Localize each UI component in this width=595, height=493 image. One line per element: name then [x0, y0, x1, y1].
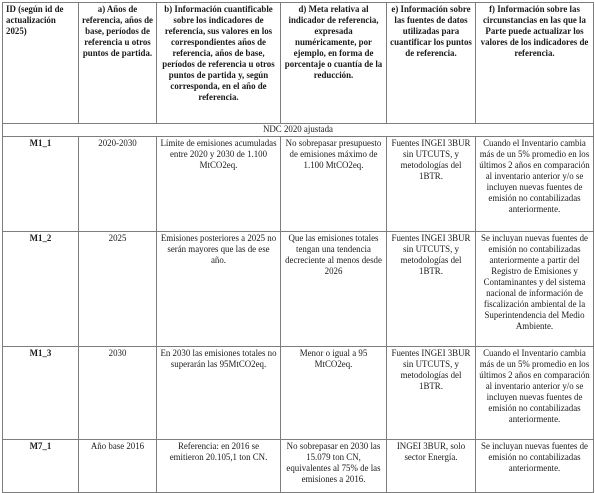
cell-d: No sobrepasar en 2030 las 15.079 ton CN, equivalentes al 75% de las emisiones a 2016. [281, 440, 387, 493]
header-b-quantifiable-info: b) Información cuantificable sobre los indicadores de referencia, sus valores en los correspondientes años de referencia, años de base, períodos de referencia u otros puntos de partida y, según corresponda, en el año de referencia. [157, 3, 281, 124]
cell-b: Emisiones posteriores a 2025 no serán mayores que las de ese año. [157, 232, 281, 347]
header-id: ID (según id de actualización 2025) [3, 3, 79, 124]
header-a-reference-years: a) Años de referencia, años de base, períodos de referencia u otros puntos de partida. [79, 3, 157, 124]
cell-a: Año base 2016 [79, 440, 157, 493]
cell-b: En 2030 las emisiones totales no superarán las 95MtCO2eq. [157, 347, 281, 440]
cell-b: Límite de emisiones acumuladas entre 2020 y 2030 de 1.100 MtCO2eq. [157, 137, 281, 232]
cell-d: Que las emisiones totales tengan una tendencia decreciente al menos desde 2026 [281, 232, 387, 347]
header-e-data-sources: e) Información sobre las fuentes de datos utilizadas para cuantificar los puntos de referencia. [387, 3, 476, 124]
header-f-update-circumstances: f) Información sobre las circunstancias en las que la Parte puede actualizar los valores de los indicadores de referencia. [476, 3, 594, 124]
cell-f: Cuando el Inventario cambia más de un 5% promedio en los últimos 2 años en comparación al inventario anterior y/o se incluyen nuevas fuentes de emisión no contabilizadas anteriormente. [476, 347, 594, 440]
table-row [3, 440, 594, 493]
cell-e: Fuentes INGEI 3BUR sin UTCUTS, y metodologías del 1BTR. [387, 137, 476, 232]
cell-d: No sobrepasar presupuesto de emisiones máximo de 1.100 MtCO2eq. [281, 137, 387, 232]
cell-e: Fuentes INGEI 3BUR sin UTCUTS, y metodologías del 1BTR. [387, 347, 476, 440]
cell-f: Se incluyan nuevas fuentes de emisión no contabilizadas anteriormente a partir del Registro de Emisiones y Contaminantes y del sistema nacional de información de fiscalización ambiental de la Superintendencia del Medio Ambiente. [476, 232, 594, 347]
table-row [3, 137, 594, 232]
table-row [3, 347, 594, 440]
cell-a: 2025 [79, 232, 157, 347]
cell-id: M1_3 [3, 347, 79, 440]
table-row [3, 232, 594, 347]
table-header-row [3, 3, 594, 124]
section-label-ndc-2020: NDC 2020 ajustada [3, 124, 594, 137]
cell-d: Menor o igual a 95 MtCO2eq. [281, 347, 387, 440]
cell-id: M1_2 [3, 232, 79, 347]
reference-indicators-table [2, 2, 594, 493]
cell-f: Cuando el Inventario cambia más de un 5% promedio en los últimos 2 años en comparación al inventario anterior y/o se incluyen nuevas fuentes de emisión no contabilizadas anteriormente. [476, 137, 594, 232]
cell-e: INGEI 3BUR, solo sector Energía. [387, 440, 476, 493]
section-row [3, 124, 594, 137]
cell-a: 2030 [79, 347, 157, 440]
cell-a: 2020-2030 [79, 137, 157, 232]
cell-b: Referencia: en 2016 se emitieron 20.105,1 ton CN. [157, 440, 281, 493]
cell-f: Se incluyan nuevas fuentes de emisión no contabilizadas anteriormente. [476, 440, 594, 493]
cell-e: Fuentes INGEI 3BUR sin UTCUTS, y metodologías del 1BTR. [387, 232, 476, 347]
header-d-target: d) Meta relativa al indicador de referencia, expresada numéricamente, por ejemplo, en forma de porcentaje o cuantía de la reducción. [281, 3, 387, 124]
cell-id: M7_1 [3, 440, 79, 493]
cell-id: M1_1 [3, 137, 79, 232]
